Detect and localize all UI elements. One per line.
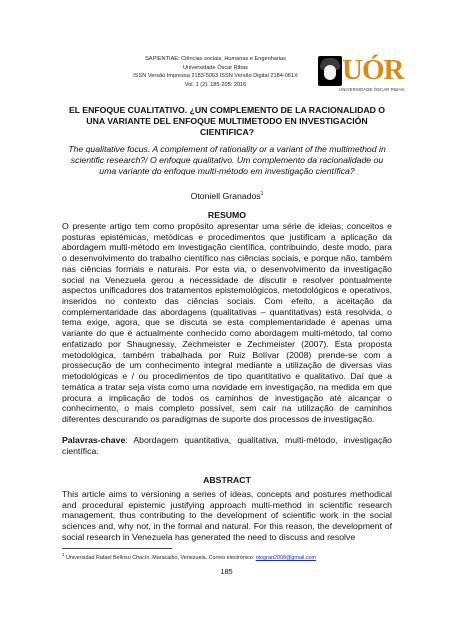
keywords: [62, 435, 392, 456]
portrait-icon: [318, 56, 342, 86]
resumo-heading: RESUMO: [207, 210, 247, 220]
paper-title: EL ENFOQUE CUALITATIVO. ¿UN COMPLEMENTO DE LA RACIONALIDAD O UNA VARIANTE DEL ENFOQUE MULTIMETODO EN INVESTIGACIÓN CIENTIFICA?: [68, 105, 386, 137]
author-line: [62, 191, 392, 201]
resumo-text: O presente artigo tem como propósito apresentar uma série de ideias, conceitos e posturas epistémicas, metódicas e procedimentos que justificam a aplicação da abordagem multi-método em investigação científica, contribuindo, deste modo, para o desenvolvimento do trabalho científico nas ciências sociais, e porque não, também nas ciências formais e naturais. Por esta via, o desenvolvimento da investigação social na Venezuela gerou a necessidade de discutir e resolver pontualmente aspectos unificadores dos tratamentos epistemológicos, metodológicos e operativos, inseridos no contexto das ciências sociais. Com efeito, a aceitação da complementaridade das abordagens (qualitativas – quantitativas) está resolvida, o tema exige, agora, que se discuta se esta complementaridade é apenas uma variante do que é actualmente conhecido como abordagem multi-método, tal como enfatizado por Shaugnessy, Zechmeister e Zechmeister (2007). Esta proposta metodológica, também trabalhada por Ruiz Bolívar (2008) prende-se com a prossecução de um conhecimento integral mediante a utilização de diversas vias metodológicas e / ou procedimentos de tipo quantitativo e qualitativo. Daí que a temática a tratar seja vista como uma novidade em investigação, na medida em que procura a implicação de todos os caminhos de investigação até alcançar o conhecimento, o mais completo possível, sem cair na utilização de caminhos diferentes descurando os paradigmas de suporte dos processos de investigação.: [62, 221, 392, 424]
university-logo: [318, 52, 405, 102]
footnote: [62, 551, 402, 562]
keywords-label: Palavras-chave: [62, 435, 126, 445]
volume-line: Vol. 1 (2). 185-205: 2016: [184, 81, 247, 88]
abstract-text: This article aims to versioning a series of ideas, concepts and postures methodical and procedural epistemic justifying approach multi-method in scientific research management, thus contributing to the development of scientific work in the social sciences and, why not, in the formal and natural. For this reason, the development of social research in Venezuela has generated the need to discuss and resolve: [62, 489, 392, 542]
footnote-text: Universidad Rafael Belloso Chacín. Maracaibo, Venezuela. Correo electrónico:: [64, 554, 256, 561]
footnote-mark: 1: [62, 552, 65, 557]
author-name: Otoniell Granados: [190, 191, 261, 201]
journal-header: [120, 55, 311, 89]
footnote-divider: [62, 548, 172, 549]
footnote-email-link[interactable]: otogran2008@gmail.com: [255, 554, 316, 561]
journal-name: SAPIENTIAE: Ciências sociais, Humanas e Engenharias: [145, 56, 286, 62]
issn-line: ISSN Versão Impressa 2183-5063 ISSN Versão Digital 2184-061X: [133, 73, 298, 80]
author-footnote-mark: 1: [260, 191, 264, 198]
page-number: 185: [220, 567, 233, 576]
university-name: Universidade Óscar Ribas: [183, 64, 248, 71]
paper-subtitle: The qualitative focus. A complement of rationality or a variant of the multimethod in scientific research?/ O enfoque qualitativo. Um complemento da racionalidade ou uma variante do enfoque multi-método em investigação científica?: [68, 144, 386, 176]
abstract-heading: ABSTRACT: [203, 475, 251, 485]
keywords-text: : Abordagem quantitativa, qualitativa, multi-método, investigação científica.: [62, 435, 392, 456]
logo-subname: UNIVERSIDADE ÓSCAR RIBAS: [339, 87, 405, 92]
logo-letters: UÓR: [342, 54, 404, 86]
